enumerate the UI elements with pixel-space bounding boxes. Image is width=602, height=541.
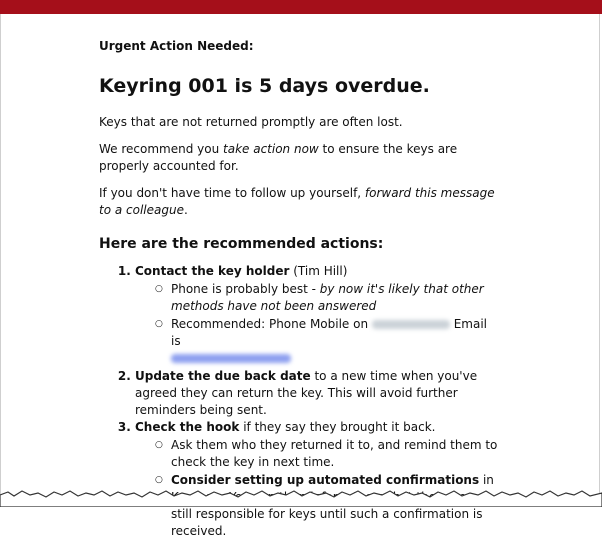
- paragraph-lost-keys: Keys that are not returned promptly are often lost.: [99, 115, 403, 129]
- paragraph-recommend: [99, 141, 499, 175]
- action-item-update: [135, 368, 499, 419]
- recommend-text-post: to ensure the keys are properly accounted for.: [99, 142, 458, 173]
- circle-bullet-icon: ○: [155, 440, 163, 450]
- sub-item-emphasis: by now it's likely that other methods have not been answered: [171, 282, 484, 313]
- actions-heading: Here are the recommended actions:: [99, 236, 384, 252]
- header-bar: [0, 0, 602, 14]
- forward-emphasis: forward this message to a colleague: [99, 186, 495, 217]
- sub-item-bold: Consider setting up automated confirmations: [171, 473, 480, 487]
- sub-item-text: Recommended: Phone Mobile on: [171, 317, 372, 331]
- action-rest: if they say they brought it back.: [239, 420, 436, 434]
- sub-item-text: Ask them who they returned it to, and remind them to check the key in next time.: [171, 438, 498, 469]
- sub-item-ask: [155, 437, 499, 471]
- action-title: Contact the key holder: [135, 264, 290, 278]
- sub-item-recommended: [155, 316, 499, 367]
- urgent-label: Urgent Action Needed:: [99, 39, 254, 53]
- action-title: Check the hook: [135, 420, 240, 434]
- sub-item-text: Phone is probably best -: [171, 282, 320, 296]
- overdue-headline: Keyring 001 is 5 days overdue.: [99, 75, 430, 97]
- action-rest: (Tim Hill): [289, 264, 348, 278]
- sub-item-text: in still responsible for keys until such a confirmation is received.: [171, 473, 494, 538]
- circle-bullet-icon: ○: [155, 284, 163, 294]
- redacted-phone-number: [372, 320, 450, 329]
- action-sublist: [135, 281, 499, 367]
- action-rest: to a new time when you've agreed they can return the key. This will avoid further reminders being sent.: [135, 369, 478, 417]
- torn-edge: [0, 483, 602, 507]
- recommend-text-pre: We recommend you: [99, 142, 224, 156]
- action-item-check-hook: [135, 419, 499, 540]
- forward-text-pre: If you don't have time to follow up yourself,: [99, 186, 365, 200]
- sub-item-phone: [155, 281, 499, 315]
- sub-item-text-b: Email is: [171, 317, 487, 348]
- action-item-contact: [135, 263, 499, 367]
- recommend-emphasis: take action now: [223, 142, 319, 156]
- action-title: Update the due back date: [135, 369, 311, 383]
- forward-text-post: .: [183, 203, 188, 217]
- email-body: [99, 14, 499, 541]
- paragraph-forward: [99, 185, 499, 219]
- redacted-email-link[interactable]: [171, 354, 291, 363]
- circle-bullet-icon: ○: [155, 319, 163, 329]
- circle-bullet-icon: ○: [155, 475, 163, 485]
